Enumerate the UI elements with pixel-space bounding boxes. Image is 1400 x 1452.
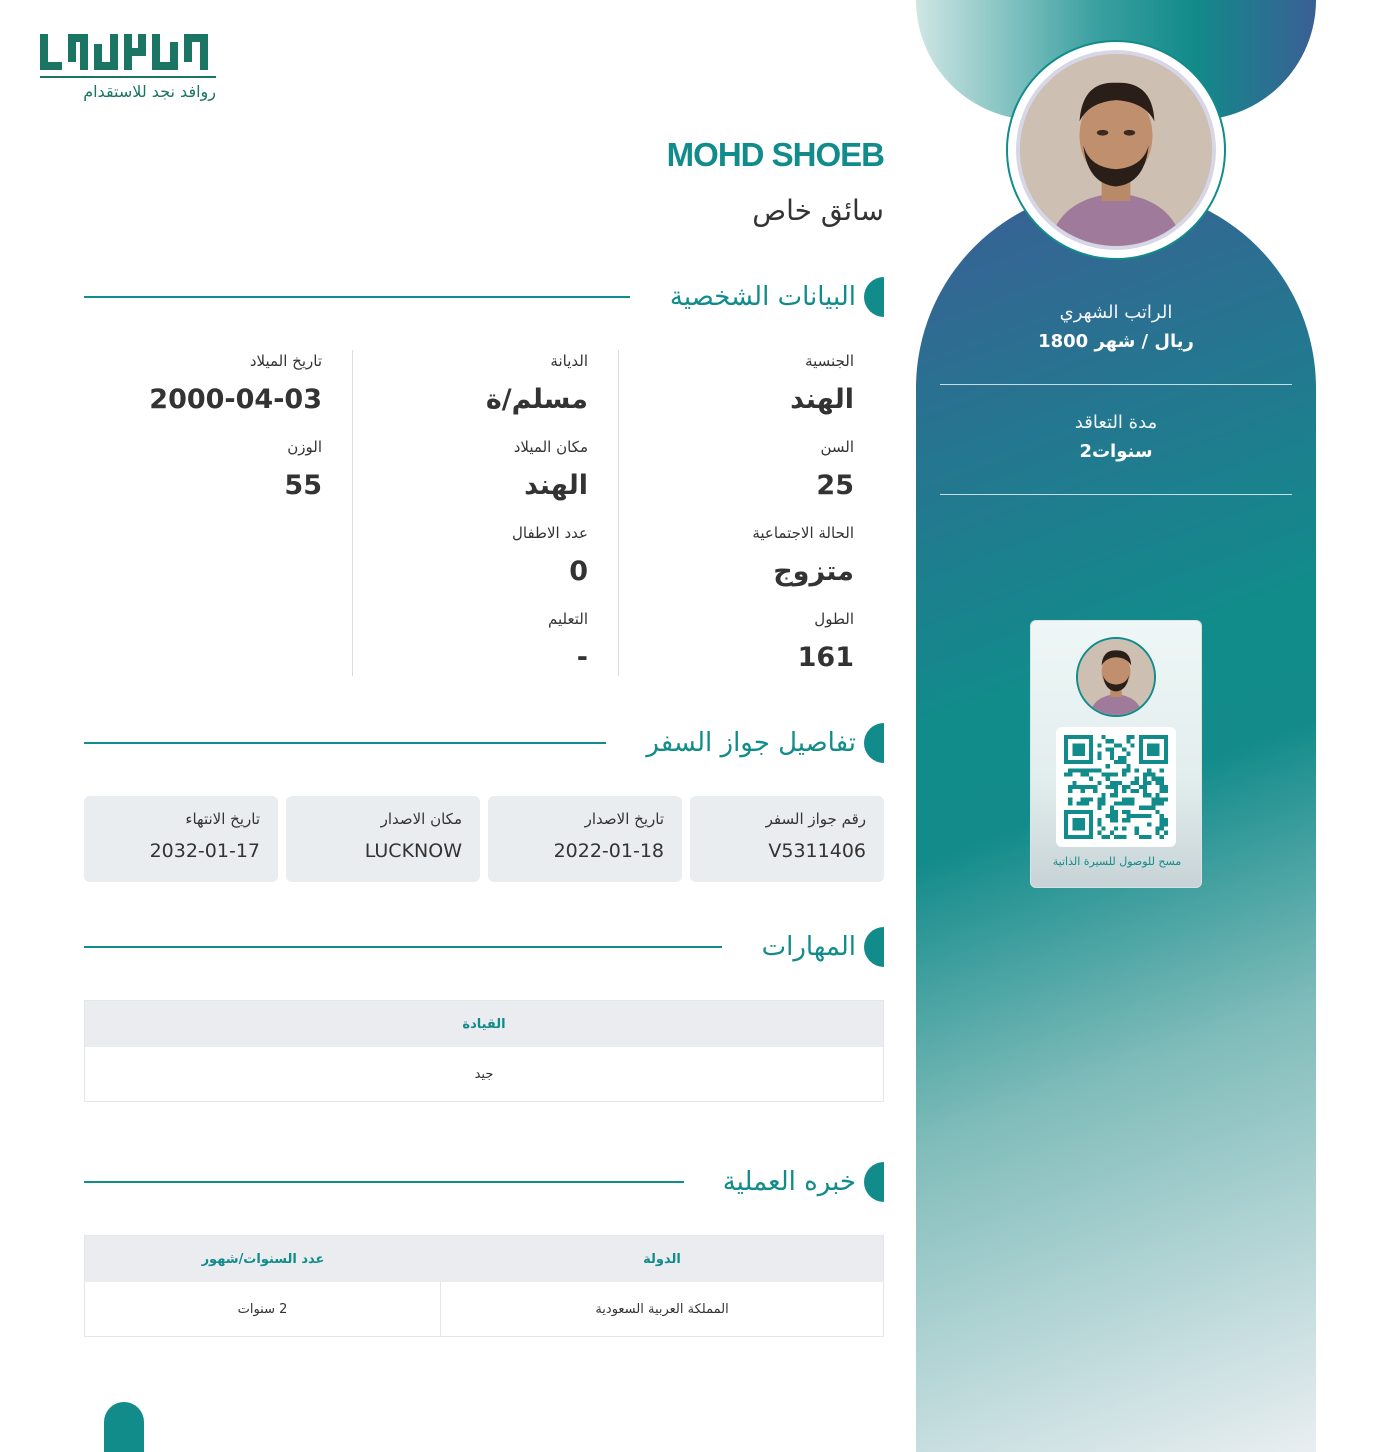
field-label: الوزن bbox=[287, 438, 322, 456]
passport-card bbox=[286, 796, 480, 882]
passport-label: رقم جواز السفر bbox=[765, 810, 866, 828]
personal-field bbox=[353, 436, 588, 522]
section-skills-header bbox=[84, 927, 884, 967]
section-pill bbox=[864, 927, 884, 967]
field-label: الجنسية bbox=[805, 352, 854, 370]
field-label: عدد الاطفال bbox=[512, 524, 588, 542]
salary-label: الراتب الشهري bbox=[1059, 302, 1173, 323]
field-label: السن bbox=[820, 438, 854, 456]
column-divider bbox=[618, 350, 619, 676]
table-row bbox=[85, 1282, 883, 1336]
section-title: تفاصيل جواز السفر bbox=[646, 728, 856, 758]
field-value: الهند bbox=[790, 384, 854, 415]
section-line bbox=[84, 946, 722, 948]
personal-column-2 bbox=[352, 350, 618, 676]
table-cell: المملكة العربية السعودية bbox=[595, 1301, 729, 1317]
field-value: 2000-04-03 bbox=[149, 384, 322, 415]
field-value: متزوج bbox=[773, 556, 854, 587]
sidebar-divider bbox=[940, 494, 1292, 495]
qr-avatar bbox=[1076, 637, 1156, 717]
passport-label: مكان الاصدار bbox=[380, 810, 462, 828]
field-value: 0 bbox=[569, 556, 588, 587]
personal-column-3 bbox=[86, 350, 352, 676]
section-title: خبره العملية bbox=[722, 1167, 856, 1197]
personal-field bbox=[618, 608, 854, 694]
field-label: مكان الميلاد bbox=[513, 438, 588, 456]
company-logo bbox=[40, 30, 216, 101]
section-line bbox=[84, 296, 630, 298]
person-photo-icon bbox=[1020, 54, 1212, 246]
candidate-name: MOHD SHOEB bbox=[666, 136, 884, 173]
field-label: الديانة bbox=[550, 352, 588, 370]
field-label: الحالة الاجتماعية bbox=[752, 524, 854, 542]
personal-field bbox=[86, 436, 322, 522]
field-value: الهند bbox=[524, 470, 588, 501]
footer-pill bbox=[104, 1402, 144, 1452]
skills-table bbox=[84, 1000, 884, 1102]
personal-field bbox=[353, 522, 588, 608]
table-header-cell: القيادة bbox=[462, 1016, 506, 1032]
passport-value: LUCKNOW bbox=[364, 840, 462, 862]
field-label: التعليم bbox=[548, 610, 588, 628]
passport-card bbox=[488, 796, 682, 882]
qr-code[interactable] bbox=[1056, 727, 1176, 847]
experience-table bbox=[84, 1235, 884, 1337]
section-line bbox=[84, 742, 606, 744]
field-label: الطول bbox=[814, 610, 854, 628]
passport-label: تاريخ الانتهاء bbox=[185, 810, 260, 828]
avatar bbox=[1016, 50, 1216, 250]
passport-value: 2022-01-18 bbox=[553, 840, 664, 862]
table-header-cell: الدولة bbox=[643, 1251, 681, 1267]
field-value: 55 bbox=[284, 470, 322, 501]
table-row bbox=[85, 1047, 883, 1101]
section-pill bbox=[864, 1162, 884, 1202]
sidebar-divider bbox=[940, 384, 1292, 385]
personal-field bbox=[618, 436, 854, 522]
contract-label: مدة التعاقد bbox=[1074, 412, 1158, 433]
contract-info bbox=[940, 412, 1292, 462]
section-pill bbox=[864, 723, 884, 763]
field-value: - bbox=[576, 642, 588, 673]
section-personal-header bbox=[84, 277, 884, 317]
personal-field bbox=[618, 350, 854, 436]
passport-value: V5311406 bbox=[768, 840, 866, 862]
passport-card bbox=[84, 796, 278, 882]
salary-info bbox=[940, 302, 1292, 352]
salary-value: 1800 ريال / شهر bbox=[1038, 331, 1194, 352]
section-experience-header bbox=[84, 1162, 884, 1202]
passport-label: تاريخ الاصدار bbox=[584, 810, 664, 828]
table-cell: 2 سنوات bbox=[85, 1282, 441, 1336]
table-cell: جيد bbox=[474, 1066, 494, 1082]
section-title: المهارات bbox=[761, 932, 856, 962]
field-value: مسلم/ة bbox=[485, 384, 588, 415]
passport-value: 2032-01-17 bbox=[149, 840, 260, 862]
field-value: 161 bbox=[797, 642, 854, 673]
personal-field bbox=[618, 522, 854, 608]
qr-card[interactable] bbox=[1030, 620, 1202, 888]
table-header-cell: عدد السنوات/شهور bbox=[201, 1251, 325, 1267]
qr-code-icon bbox=[1064, 735, 1168, 839]
personal-field bbox=[353, 350, 588, 436]
logo-text: روافد نجد للاستقدام bbox=[83, 82, 216, 101]
section-line bbox=[84, 1181, 684, 1183]
person-photo-icon bbox=[1078, 639, 1154, 715]
personal-field bbox=[86, 350, 322, 436]
field-label: تاريخ الميلاد bbox=[249, 352, 322, 370]
field-value: 25 bbox=[816, 470, 854, 501]
logo-mark-icon bbox=[40, 30, 216, 74]
section-title: البيانات الشخصية bbox=[669, 282, 856, 312]
section-pill bbox=[864, 277, 884, 317]
passport-card bbox=[690, 796, 884, 882]
personal-column-1 bbox=[618, 350, 884, 676]
personal-field bbox=[353, 608, 588, 694]
contract-value: 2سنوات bbox=[1079, 441, 1153, 462]
table-header-row bbox=[85, 1001, 883, 1047]
job-title: سائق خاص bbox=[752, 194, 884, 227]
qr-caption: مسح للوصول للسيرة الذاتية bbox=[1052, 855, 1182, 868]
logo-underline bbox=[40, 76, 216, 78]
section-passport-header bbox=[84, 723, 884, 763]
table-header-row bbox=[85, 1236, 883, 1282]
